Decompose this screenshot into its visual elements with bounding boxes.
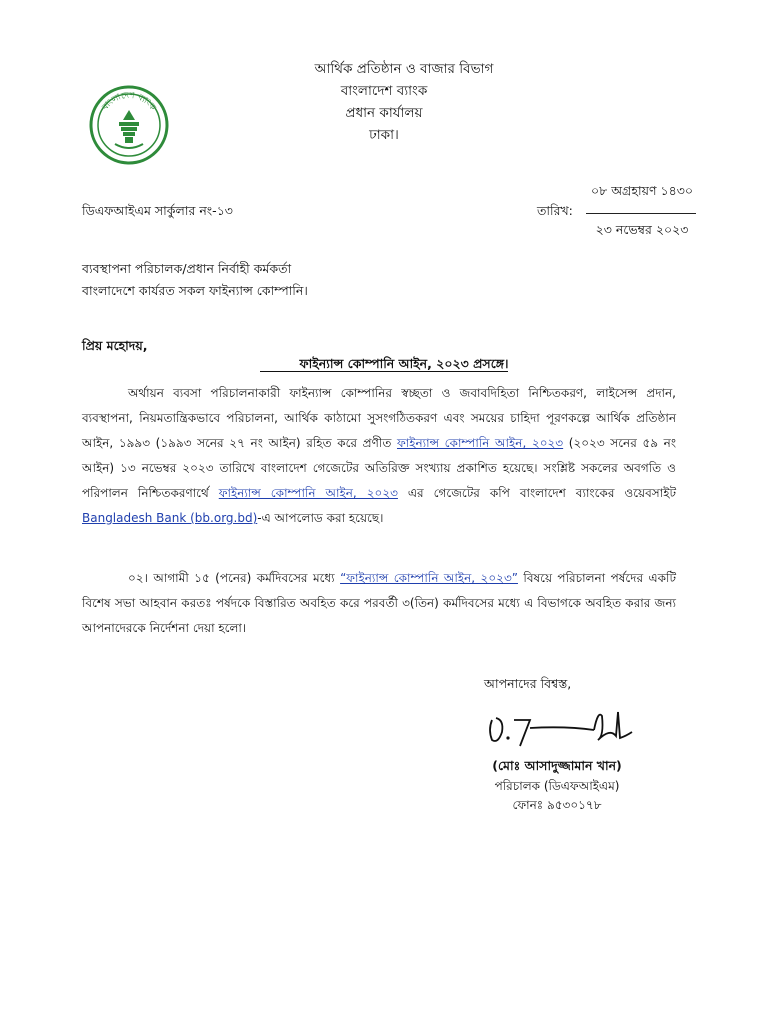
subject-text: ফাইন্যান্স কোম্পানি আইন, ২০২৩ প্রসঙ্গে। [260,356,509,372]
date-bangla: ০৮ অগ্রহায়ণ ১৪৩০ [591,183,693,198]
svg-text:বাংলাদেশ ব্যাংক: বাংলাদেশ ব্যাংক [100,90,158,113]
finance-company-act-link-3[interactable]: “ফাইন্যান্স কোম্পানি আইন, ২০২৩” [340,571,518,585]
recipient-block [82,258,308,302]
recipient-line-2: বাংলাদেশে কার্যরত সকল ফাইন্যান্স কোম্পানি। [82,283,308,298]
paragraph-1-text-b: (২০২৩ সনের ৫৯ নং আইন) ১৩ নভেম্বর ২০২৩ তারিখে বাংলাদেশ গেজেটের অতিরিক্ত সংখ্যায় প্রকাশিত হয়েছে। সংশ্লিষ্ট সকলের অবগতি ও পরিপালন নিশ্চিতকরণার্থে [82,436,676,500]
bank-name: বাংলাদেশ ব্যাংক [340,83,428,99]
date-label: তারিখ: [537,203,573,218]
salutation: প্রিয় মহোদয়, [82,338,148,353]
paragraph-2-text-b: বিষয়ে পরিচালনা পর্ষদের একটি বিশেষ সভা আহবান করতঃ পর্ষদকে বিস্তারিত অবহিত করে পরবর্তী ৩(তিন) কর্মদিবসের মধ্যে এ বিভাগকে অবহিত করার জন্য আপনাদেরকে নির্দেশনা দেয়া হলো। [82,571,676,635]
paragraph-1-text-a: অর্থায়ন ব্যবসা পরিচালনাকারী ফাইন্যান্স কোম্পানির স্বচ্ছতা ও জবাবদিহিতা নিশ্চিতকরণ, লাইসেন্স প্রদান, ব্যবস্থাপনা, নিয়মতান্ত্রিকভাবে পরিচালনা, আর্থিক কাঠামো সুসংগঠিতকরণ এবং সময়ের চাহিদা পূরণকল্পে আর্থিক প্রতিষ্ঠান আইন, ১৯৯৩ (১৯৯৩ সনের ২৭ নং আইন) রহিত করে প্রণীত [82,386,676,450]
finance-company-act-link-2[interactable]: ফাইন্যান্স কোম্পানি আইন, ২০২৩ [218,486,398,500]
paragraph-1-text-c: এর গেজেটের কপি বাংলাদেশ ব্যাংকের ওয়েবসাইট [397,486,676,500]
paragraph-2-text-a: ০২। আগামী ১৫ (পনের) কর্মদিবসের মধ্যে [128,571,341,585]
letterhead [0,58,768,146]
signatory-phone: ফোনঃ ৯৫৩০১৭৮ [512,798,602,812]
subject-line [0,356,768,376]
signatory-name: (মোঃ আসাদুজ্জামান খান) [492,758,622,773]
circular-number: ডিএফআইএম সার্কুলার নং-১৩ [82,203,233,218]
paragraph-2 [82,566,676,641]
paragraph-1-text-d: -এ আপলোড করা হয়েছে। [257,511,384,525]
office-name: প্রধান কার্যালয় [345,105,423,121]
date-gregorian: ২৩ নভেম্বর ২০২৩ [595,222,689,237]
department-name: আর্থিক প্রতিষ্ঠান ও বাজার বিভাগ [314,61,494,77]
recipient-line-1: ব্যবস্থাপনা পরিচালক/প্রধান নির্বাহী কর্মকর্তা [82,261,292,276]
closing-phrase: আপনাদের বিশ্বস্ত, [484,676,572,691]
bangladesh-bank-website-link[interactable]: Bangladesh Bank (bb.org.bd) [82,511,258,525]
city-name: ঢাকা। [369,127,399,143]
signatory-designation: পরিচালক (ডিএফআইএম) [494,779,620,793]
date-divider [586,213,696,214]
handwritten-signature-icon [486,706,636,754]
finance-company-act-link-1[interactable]: ফাইন্যান্স কোম্পানি আইন, ২০২৩ [396,436,564,450]
paragraph-1 [82,381,676,531]
